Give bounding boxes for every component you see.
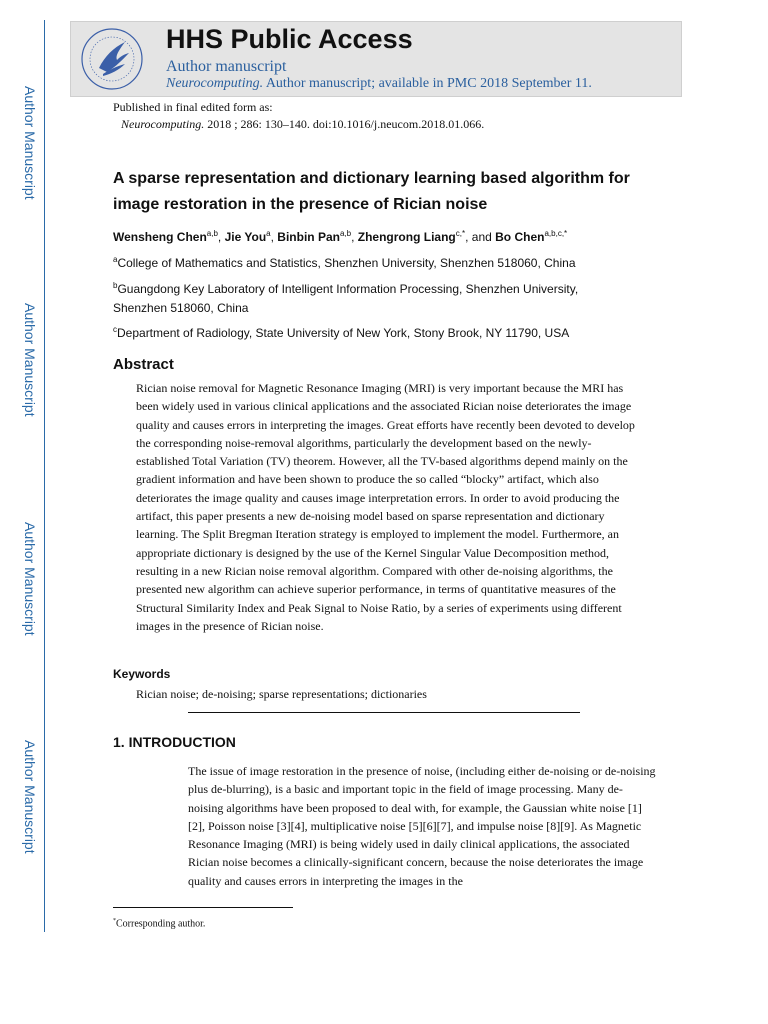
author-affiliation-mark: a,b — [206, 229, 218, 238]
author-affiliation-mark: a,b — [339, 229, 352, 238]
author-affiliation-mark: a,b,c,* — [544, 229, 568, 238]
affiliation-text: Department of Radiology, State University of New York, Stony Brook, NY 11790, USA — [117, 326, 570, 340]
affiliation-mark: b — [113, 281, 118, 290]
author-separator: , and — [465, 230, 496, 244]
footnote-divider — [113, 907, 293, 908]
affiliation-mark: a — [113, 255, 118, 264]
sidebar-rule — [44, 20, 45, 932]
affiliation-text: Guangdong Key Laboratory of Intelligent Information Processing, Shenzhen University, Shenzhen 518060, China — [113, 282, 579, 315]
author-name: Binbin Pan — [277, 230, 340, 244]
abstract-heading: Abstract — [113, 356, 174, 373]
paper-title: A sparse representation and dictionary learning based algorithm for image restoration in the presence of Rician noise — [113, 170, 630, 213]
author-separator: , — [270, 230, 278, 244]
author-separator: , — [351, 230, 358, 244]
banner-availability — [166, 76, 592, 92]
author-name: Zhengrong Liang — [357, 230, 456, 244]
author-affiliation-mark: a — [266, 229, 271, 238]
author-name: Jie You — [224, 230, 267, 244]
keywords-heading: Keywords — [113, 667, 171, 681]
sidebar-label-author-manuscript: Author Manuscript — [22, 86, 38, 200]
affiliation-text: College of Mathematics and Statistics, Shenzhen University, Shenzhen 518060, China — [117, 256, 576, 270]
introduction-body: The issue of image restoration in the presence of noise, (including either de-noising or de-noising plus de-blurring), is a basic and important topic in the field of image processing. Many de-noising algorithms have been proposed to deal with, for example, the Gaussian white noise [1][2], Poisson noise [3][4], multiplicative noise [5][6][7], and impulse noise [8][9]. As Magnetic Resonance Imaging (MRI) is being widely used in daily clinical applications, the associated Rician noise becomes a clinically-significant concern, because the noise deteriorates the image quality and causes errors in interpreting the images in the — [188, 764, 656, 888]
footnote — [113, 918, 205, 929]
citation-journal: Neurocomputing. — [121, 117, 205, 131]
sidebar-label-author-manuscript: Author Manuscript — [22, 303, 38, 417]
author-separator: , — [217, 230, 225, 244]
keywords-list: Rician noise; de-noising; sparse representations; dictionaries — [136, 687, 427, 701]
author-name: Bo Chen — [495, 230, 545, 244]
affiliation-mark: c — [113, 325, 117, 334]
hhs-eagle-logo-icon — [79, 26, 145, 92]
author-name: Wensheng Chen — [113, 230, 207, 244]
abstract-body: Rician noise removal for Magnetic Resonance Imaging (MRI) is very important because the MRI has been widely used in various clinical applications and the associated Rician noise deteriorates the image quality and causes errors in interpreting the images. Great efforts have recently been devoted to develop the corresponding noise-removal algorithms, particularly the development based on the newly-established Total Variation (TV) theorem. However, all the TV-based algorithms depend mainly on the gradient information and have been shown to produce the so called “blocky” artifact, which also deteriorates the image quality and causes image interpretation errors. In order to avoid producing the artifact, this paper presents a new de-noising model based on sparse representation and dictionary learning. The Split Bregman Iteration strategy is employed to implement the model. Furthermore, an appropriate dictionary is designed by the use of the Kernel Singular Value Decomposition method, resulting in a new Rician noise removal algorithm. Compared with other de-noising algorithms, the presented new algorithm can achieve superior performance, in terms of quantitative measures of the Structural Similarity Index and Peak Signal to Noise Ratio, by a series of experiments using different images in the presence of Rician noise. — [136, 381, 635, 633]
banner-journal-name: Neurocomputing. — [166, 76, 264, 91]
affiliation-c — [113, 320, 633, 343]
footnote-mark: * — [113, 918, 116, 924]
section-divider — [188, 712, 580, 713]
hhs-banner — [70, 21, 682, 97]
affiliation-a — [113, 250, 633, 273]
publication-citation — [121, 117, 484, 132]
sidebar-label-author-manuscript: Author Manuscript — [22, 740, 38, 854]
citation-details: 2018 ; 286: 130–140. doi:10.1016/j.neucom.2018.01.066. — [204, 117, 485, 131]
banner-title: HHS Public Access — [166, 24, 413, 54]
author-affiliation-mark: c,* — [455, 229, 466, 238]
banner-subtitle: Author manuscript — [166, 58, 287, 75]
banner-availability-text: Author manuscript; available in PMC 2018 September 11. — [263, 76, 592, 91]
published-label: Published in final edited form as: — [113, 100, 273, 114]
affiliation-b — [113, 276, 613, 318]
author-list — [113, 229, 567, 244]
introduction-heading: 1. INTRODUCTION — [113, 734, 236, 750]
footnote-text: Corresponding author. — [116, 918, 206, 930]
sidebar-label-author-manuscript: Author Manuscript — [22, 522, 38, 636]
